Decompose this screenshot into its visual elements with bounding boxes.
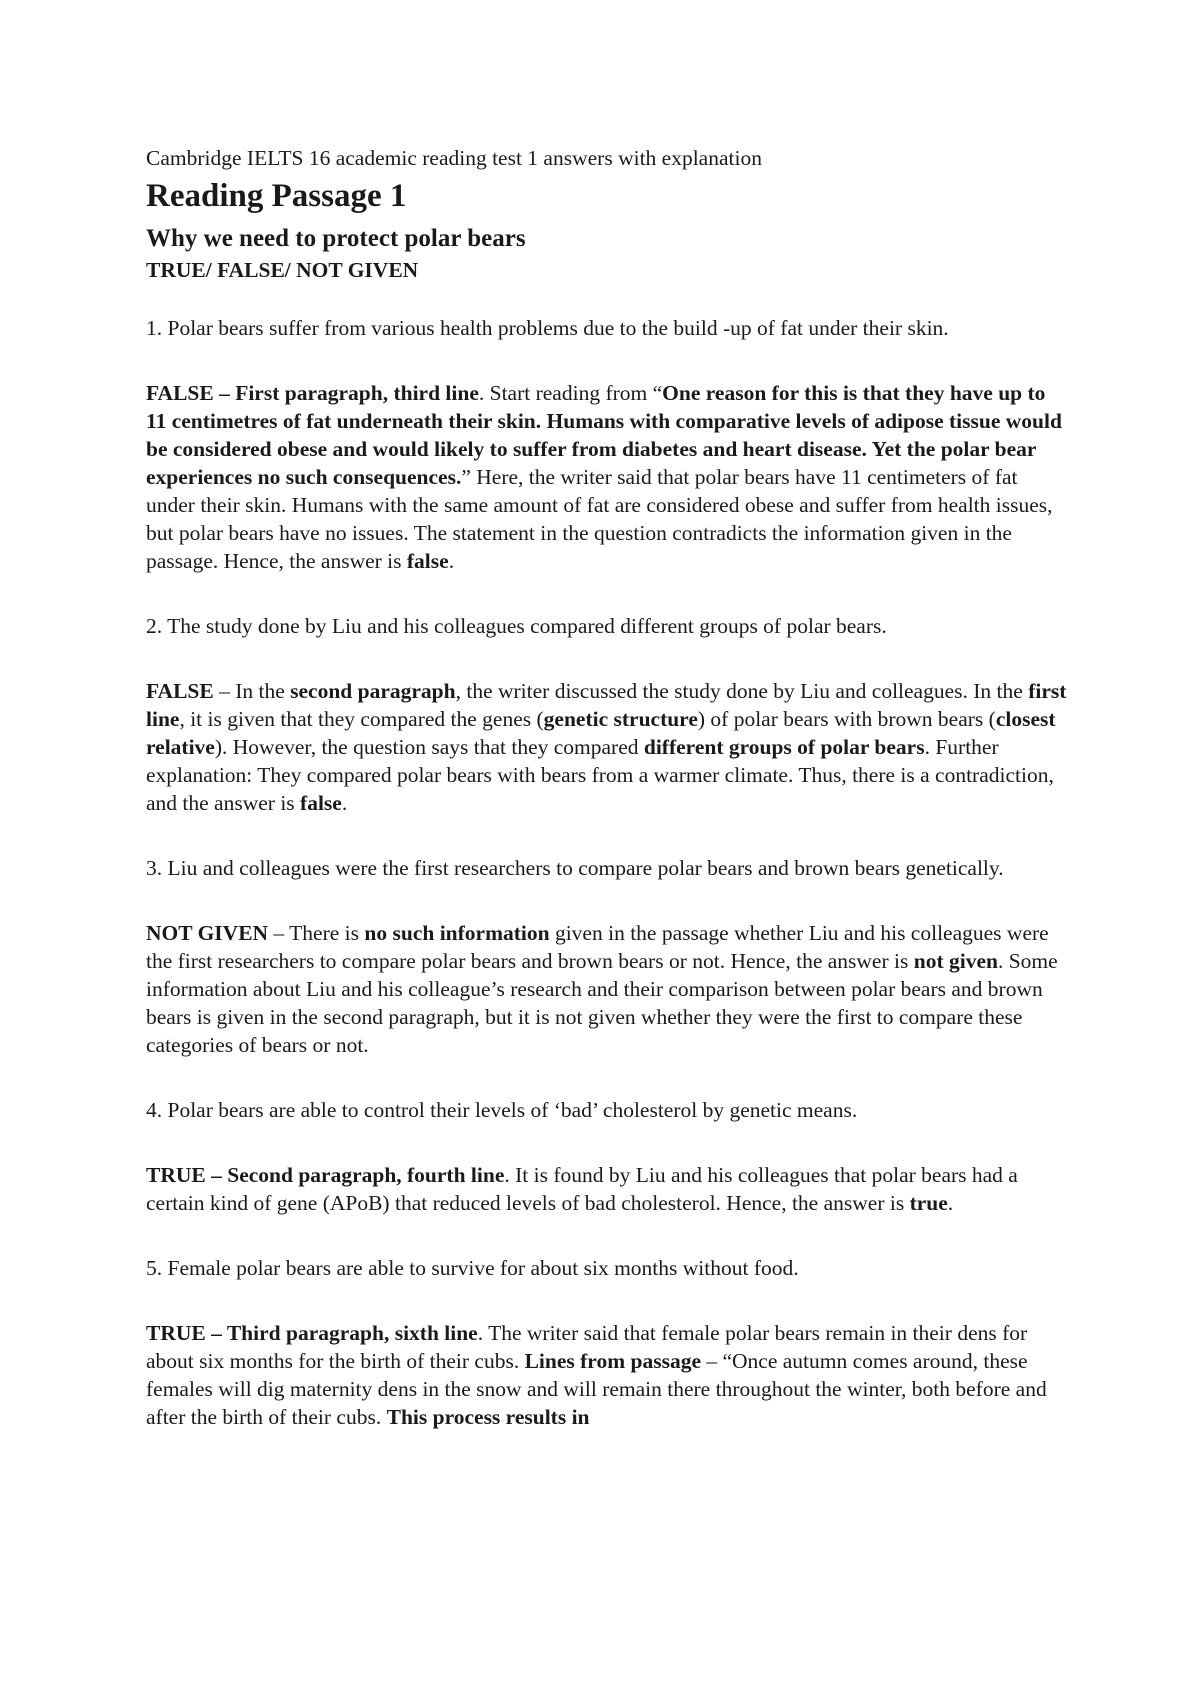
answer-2-text: ) of polar bears with brown bears ( [697, 706, 996, 731]
answer-2-emphasis: closest relative [146, 706, 1056, 759]
answer-4-value: true [909, 1190, 948, 1215]
question-2: 2. The study done by Liu and his colleagues compared different groups of polar bears. [146, 613, 887, 638]
answer-5-text: . The writer said that female polar bears remain in their dens for about six months for the birth of their cubs. [146, 1320, 1028, 1373]
answer-5-emphasis: This process results in [386, 1404, 590, 1429]
answer-3-emphasis: no such information [364, 920, 550, 945]
answer-4-label: TRUE – Second paragraph, fourth line [146, 1162, 505, 1187]
answer-1-text: . [448, 548, 455, 573]
answer-1-text: ” Here, the writer said that polar bears have 11 centimeters of fat under their skin. Humans with the same amount of fat are considered obese and suffer from health issues, but polar bears have no issues. The statement in the question contradicts the information given in the passage. Hence, the answer is [146, 464, 1053, 573]
answer-2-text: – In the [213, 678, 291, 703]
answer-5-text: – “Once autumn comes around, these females will dig maternity dens in the snow and will remain there throughout the winter, both before and after the birth of their cubs. [146, 1348, 1047, 1429]
answer-1-quote: One reason for this is that they have up to 11 centimetres of fat underneath their skin. Humans with comparative levels of adipose tissue would be considered obese and would likely to suffer from diabetes and heart disease. Yet the polar bear experiences no such consequences. [146, 380, 1062, 489]
answer-3-text: – There is [268, 920, 365, 945]
answer-5-label: TRUE – Third paragraph, sixth line [146, 1320, 478, 1345]
answer-3-label: NOT GIVEN [146, 920, 269, 945]
answer-1 [146, 379, 1071, 575]
answer-2-text: . Further explanation: They compared polar bears with bears from a warmer climate. Thus, there is a contradiction, and the answer is [146, 734, 1054, 815]
answer-3-text: given in the passage whether Liu and his colleagues were the first researchers to compare polar bears and brown bears or not. Hence, the answer is [146, 920, 1049, 973]
answer-2-label: FALSE [146, 678, 214, 703]
answer-2-value: false [300, 790, 342, 815]
answer-5-emphasis: Lines from passage [524, 1348, 701, 1373]
answer-2 [146, 677, 1071, 817]
answer-2-emphasis: genetic structure [543, 706, 698, 731]
answer-2-emphasis: second paragraph [290, 678, 456, 703]
question-type-heading: TRUE/ FALSE/ NOT GIVEN [146, 257, 419, 282]
question-5: 5. Female polar bears are able to survive for about six months without food. [146, 1255, 799, 1280]
passage-subtitle: Why we need to protect polar bears [146, 224, 526, 252]
answer-2-text: , it is given that they compared the genes ( [179, 706, 544, 731]
answer-1-label: FALSE – First paragraph, third line [146, 380, 479, 405]
answer-2-text: , the writer discussed the study done by Liu and colleagues. In the [455, 678, 1029, 703]
answer-2-text: . [341, 790, 348, 815]
answer-4-text: . It is found by Liu and his colleagues that polar bears had a certain kind of gene (APoB) that reduced levels of bad cholesterol. Hence, the answer is [146, 1162, 1018, 1215]
answer-2-emphasis: different groups of polar bears [643, 734, 925, 759]
question-4: 4. Polar bears are able to control their levels of ‘bad’ cholesterol by genetic means. [146, 1097, 858, 1122]
answer-5 [146, 1319, 1071, 1431]
question-1: 1. Polar bears suffer from various health problems due to the build -up of fat under their skin. [146, 315, 949, 340]
answer-1-text: . Start reading from “ [478, 380, 663, 405]
answer-2-emphasis: first line [146, 678, 1067, 731]
answer-1-value: false [406, 548, 449, 573]
answer-4 [146, 1161, 1071, 1217]
document-content [146, 146, 1071, 1468]
passage-title: Reading Passage 1 [146, 177, 407, 214]
answer-3-text: . Some information about Liu and his colleague’s research and their comparison between polar bears and brown bears is given in the second paragraph, but it is not given whether they were the first to compare these categories of bears or not. [146, 948, 1058, 1057]
answer-4-text: . [947, 1190, 954, 1215]
question-3: 3. Liu and colleagues were the first researchers to compare polar bears and brown bears genetically. [146, 855, 1004, 880]
answer-3-value: not given [913, 948, 998, 973]
document-intro: Cambridge IELTS 16 academic reading test 1 answers with explanation [146, 146, 762, 170]
answer-3 [146, 919, 1071, 1059]
answer-2-text: ). However, the question says that they compared [214, 734, 644, 759]
